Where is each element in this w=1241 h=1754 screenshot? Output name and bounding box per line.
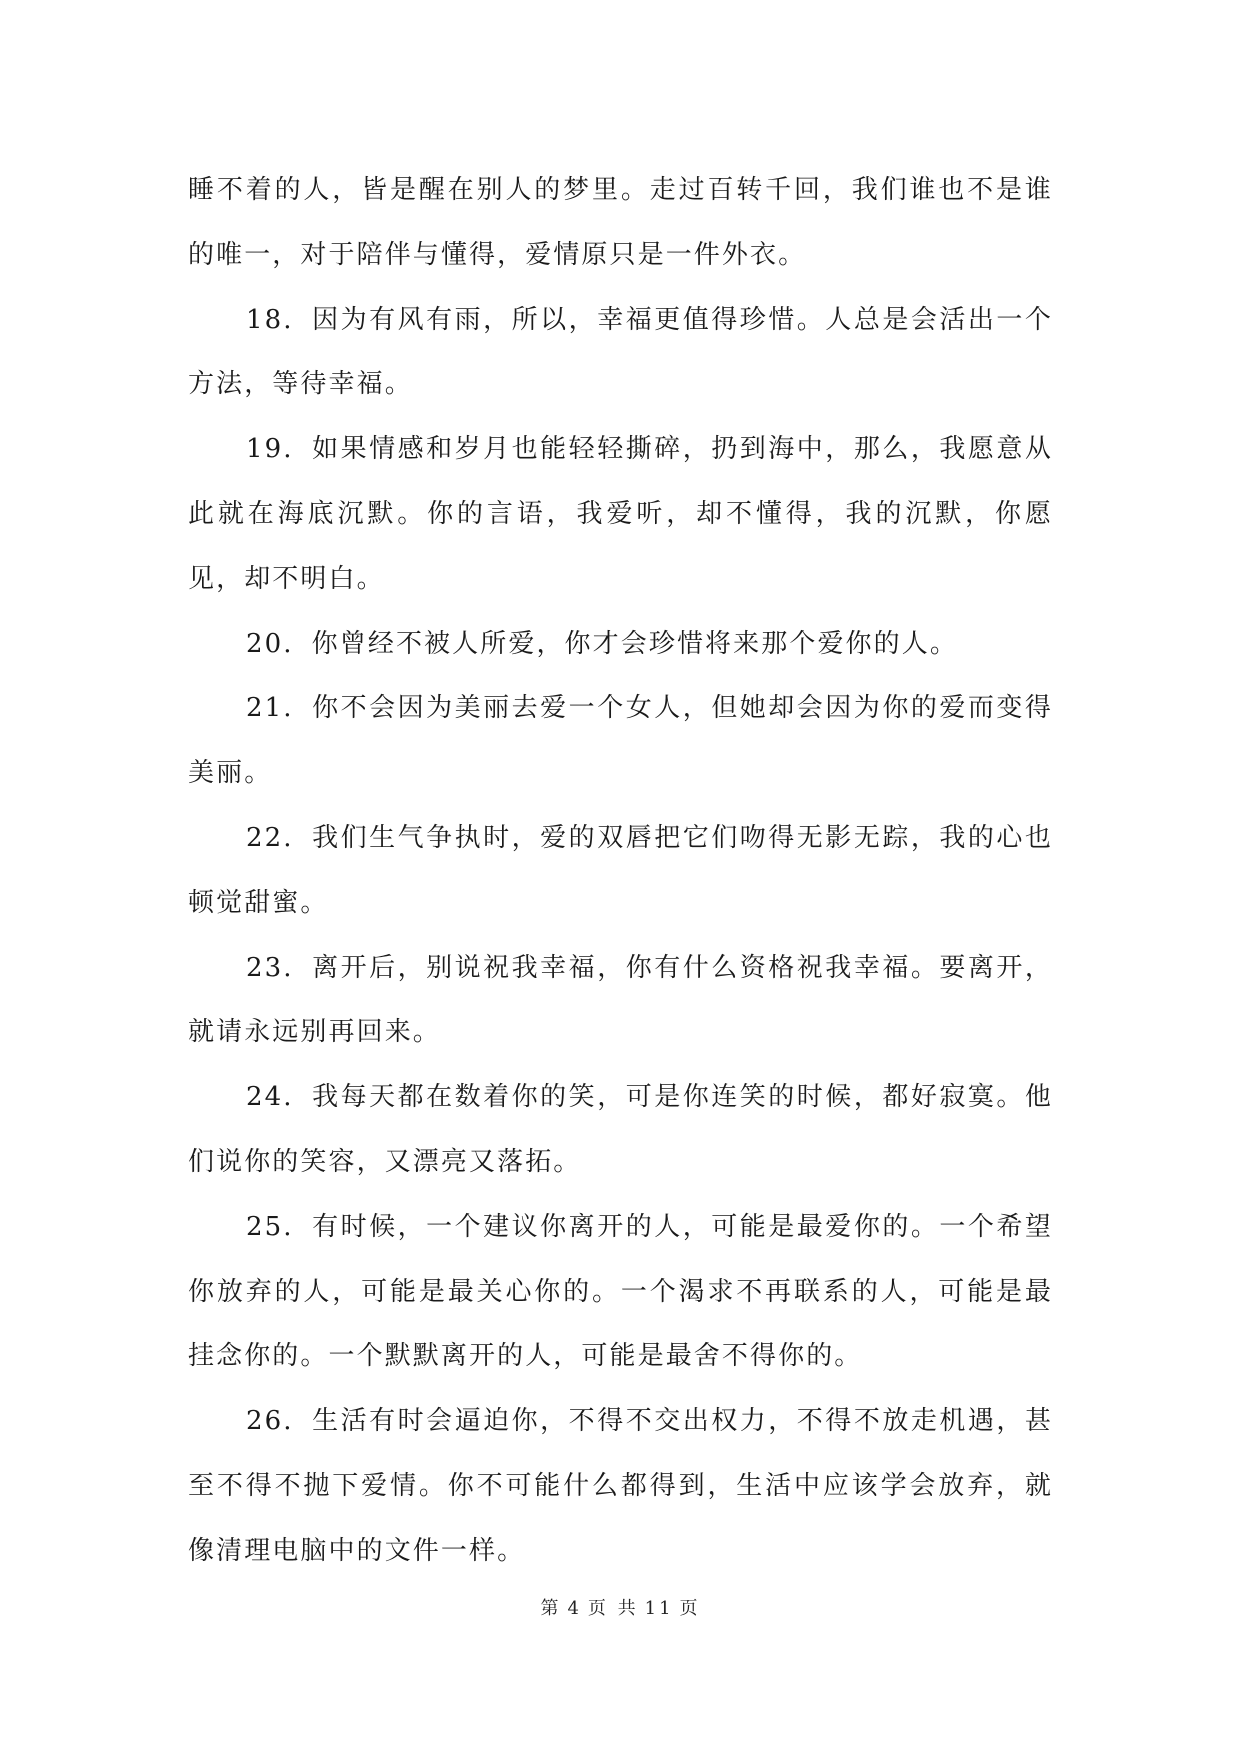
item-number: 26. [246,1406,294,1437]
list-item [188,288,1053,418]
continuation-paragraph: 睡不着的人，皆是醒在别人的梦里。走过百转千回，我们谁也不是谁的唯一，对于陪伴与懂得，爱情原只是一件外衣。 [188,175,1053,270]
list-item [188,612,1053,677]
item-text: 有时候，一个建议你离开的人，可能是最爱你的。一个希望你放弃的人，可能是最关心你的。一个渴求不再联系的人，可能是最挂念你的。一个默默离开的人，可能是最舍不得你的。 [188,1211,1053,1372]
item-text: 你不会因为美丽去爱一个女人，但她却会因为你的爱而变得美丽。 [188,693,1053,789]
item-text: 生活有时会逼迫你，不得不交出权力，不得不放走机遇，甚至不得不抛下爱情。你不可能什么都得到，生活中应该学会放弃，就像清理电脑中的文件一样。 [188,1406,1053,1566]
item-text: 你曾经不被人所爱，你才会珍惜将来那个爱你的人。 [311,628,958,659]
list-item [188,1195,1053,1389]
item-number: 24. [246,1082,294,1113]
item-number: 25. [246,1211,294,1242]
item-text: 我们生气争执时，爱的双唇把它们吻得无影无踪，我的心也顿觉甜蜜。 [188,822,1053,918]
item-number: 23. [246,952,294,983]
item-text: 我每天都在数着你的笑，可是你连笑的时候，都好寂寞。他们说你的笑容，又漂亮又落拓。 [188,1082,1053,1177]
footer-middle: 页 共 [587,1598,639,1619]
item-text: 离开后，别说祝我幸福，你有什么资格祝我幸福。要离开，就请永远别再回来。 [188,952,1053,1048]
item-number: 22. [246,822,294,853]
item-text: 因为有风有雨，所以，幸福更值得珍惜。人总是会活出一个方法，等待幸福。 [188,304,1053,400]
list-item [188,806,1053,936]
list-item [188,1389,1053,1583]
item-text: 如果情感和岁月也能轻轻撕碎，扔到海中，那么，我愿意从此就在海底沉默。你的言语，我爱听，却不懂得，我的沉默，你愿见，却不明白。 [188,434,1053,594]
list-item [188,417,1053,611]
document-body [188,158,1053,1584]
list-item [188,936,1053,1066]
list-item [188,1065,1053,1195]
footer-suffix: 页 [679,1598,701,1619]
item-number: 21. [246,693,294,724]
item-number: 18. [246,304,294,335]
list-item [188,676,1053,806]
item-number: 19. [246,434,294,465]
footer-prefix: 第 [540,1598,562,1619]
page-footer [0,1594,1241,1620]
item-number: 20. [246,628,294,659]
total-pages-number: 11 [644,1598,674,1619]
current-page-number: 4 [567,1598,582,1619]
